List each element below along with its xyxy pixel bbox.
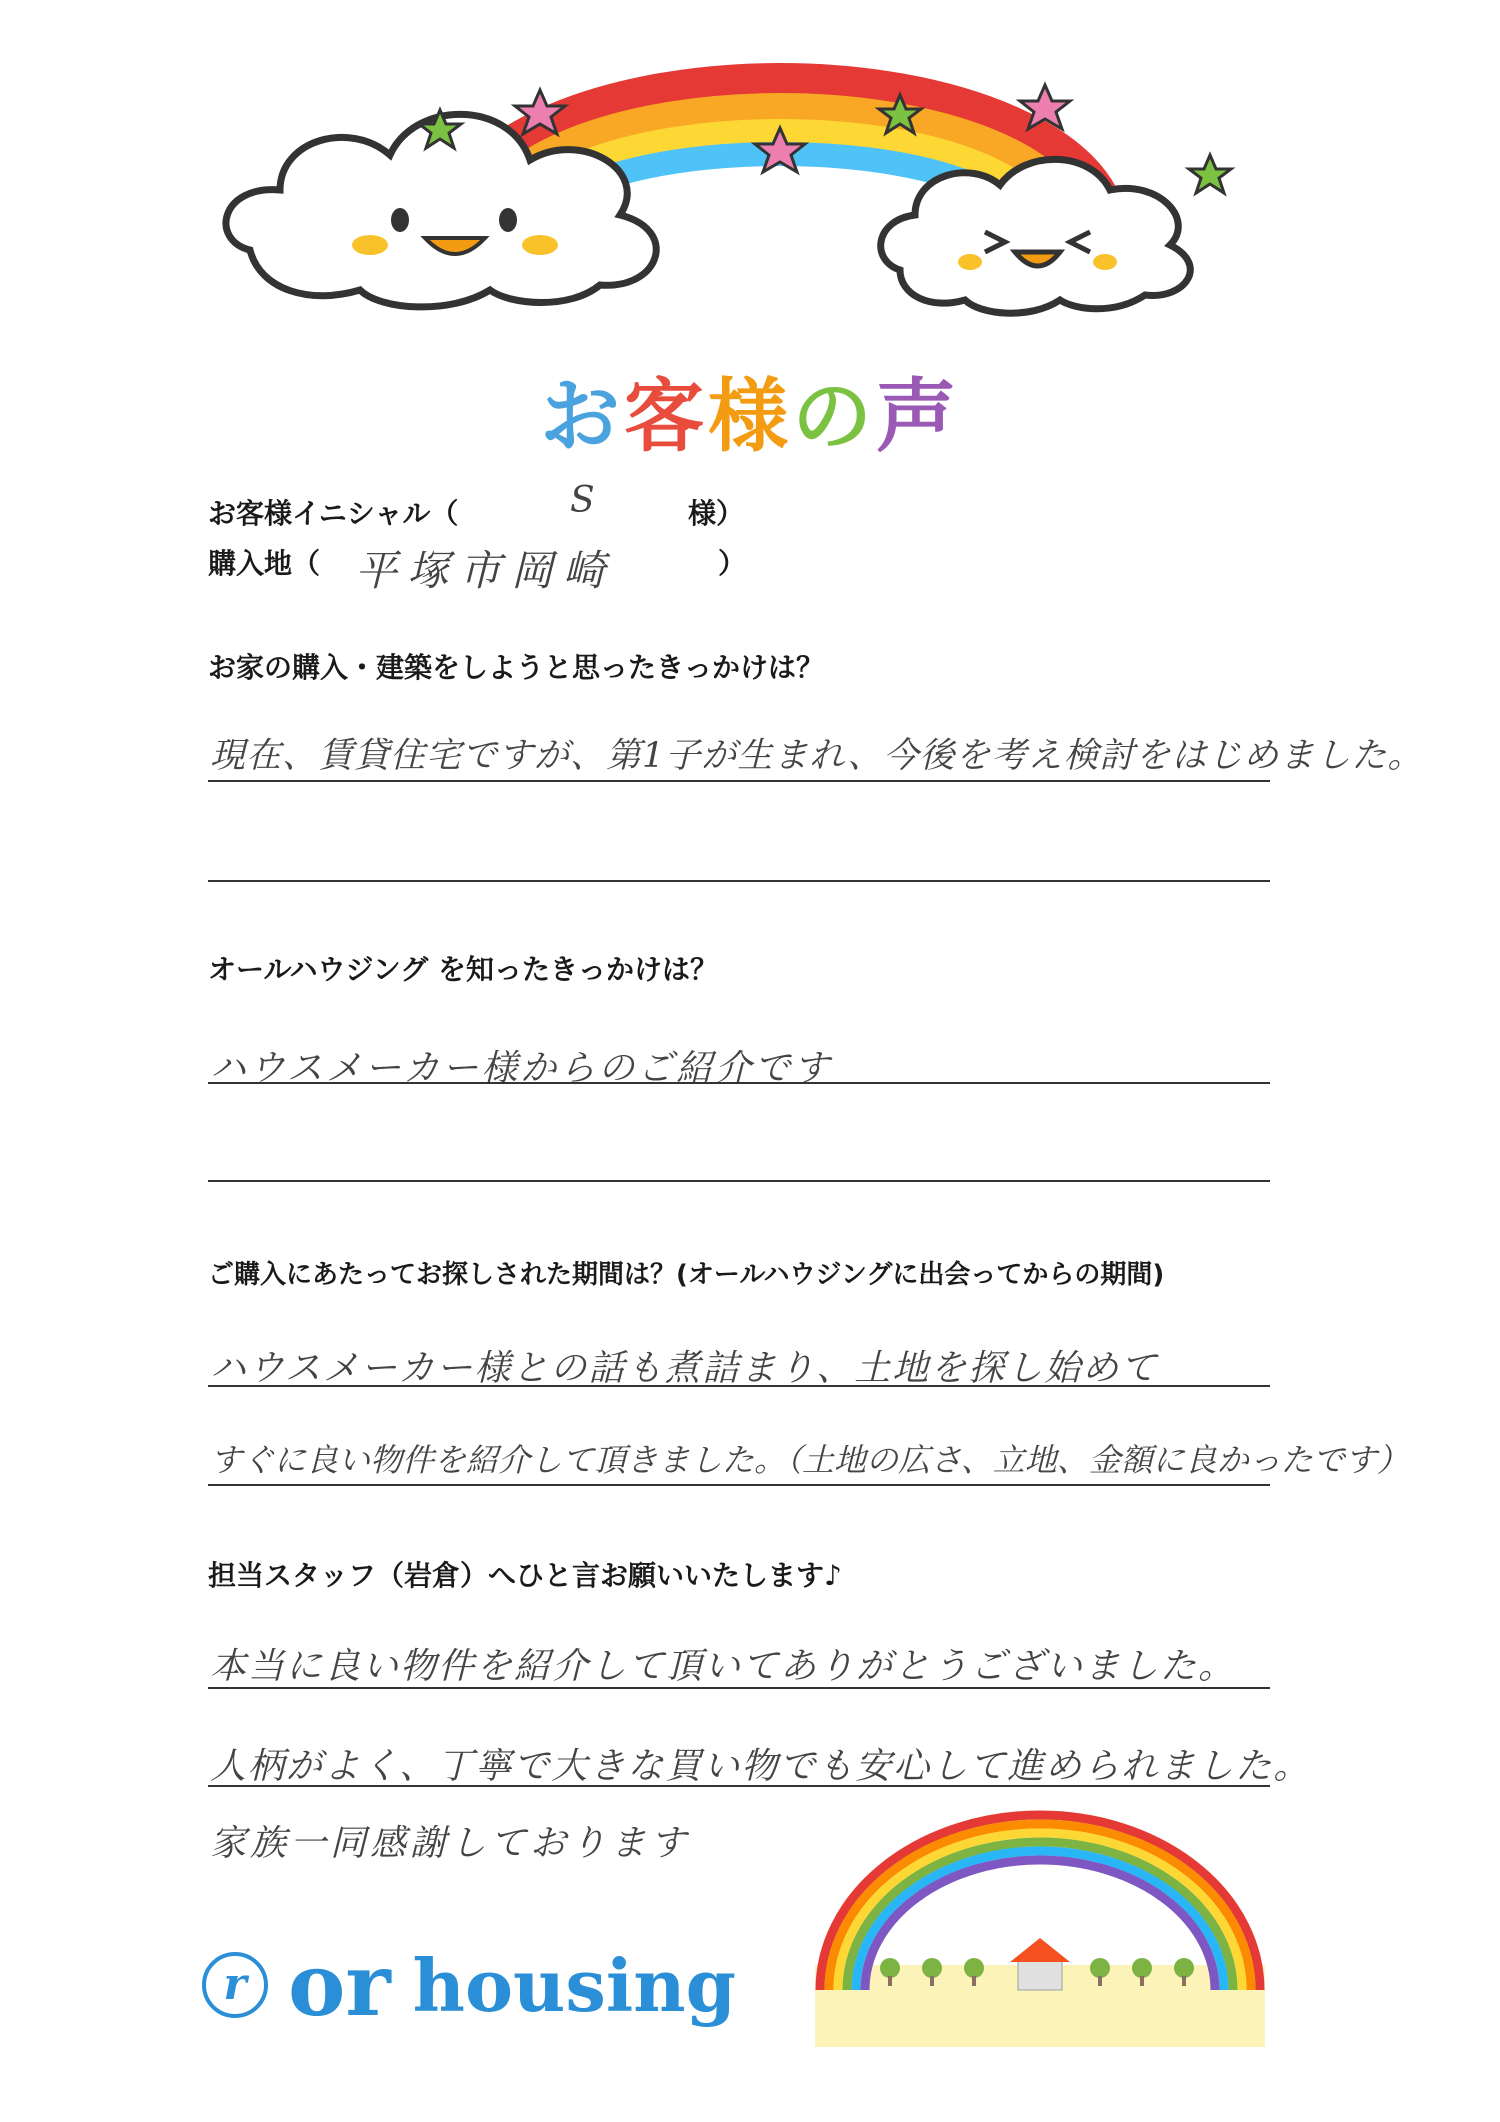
star-icon — [1189, 155, 1231, 193]
logo-mark-icon — [200, 1950, 270, 2020]
answer-rule — [208, 1082, 1270, 1084]
answer-rule — [208, 1785, 1270, 1787]
logo-mark-letter: r — [223, 1959, 247, 2010]
logo-suffix: housing — [412, 1942, 736, 2028]
answer-4-line-2: 人柄がよく、丁寧で大きな買い物でも安心して進められました。 — [210, 1746, 1312, 1787]
title-char: 客 — [624, 370, 708, 463]
answer-1-line-1: 現在、賃貸住宅ですが、第1子が生まれ、今後を考え検討をはじめました。 — [210, 736, 1424, 776]
location-label: 購入地（ — [208, 547, 321, 580]
initial-label: お客様イニシャル（ — [208, 497, 459, 530]
location-value: 平塚市岡崎 — [355, 546, 616, 595]
logo-brand: or — [288, 1934, 391, 2036]
answer-4-line-1: 本当に良い物件を紹介して頂いてありがとうございました。 — [210, 1646, 1237, 1687]
title-char: 声 — [876, 370, 960, 463]
answer-rule — [208, 880, 1270, 882]
right-cloud — [881, 159, 1191, 313]
answer-rule — [208, 780, 1270, 782]
answer-rule — [208, 1687, 1270, 1689]
answer-3-line-1: ハウスメーカー様との話も煮詰まり、土地を探し始めて — [210, 1348, 1159, 1389]
answer-3-line-2: すぐに良い物件を紹介して頂きました。（土地の広さ、立地、金額に良かったです） — [210, 1441, 1409, 1479]
title-char: 様 — [708, 370, 792, 463]
answer-rule — [208, 1385, 1270, 1387]
answer-4-line-3: 家族一同感謝しております — [210, 1823, 691, 1864]
rainbow-house-illustration — [810, 1800, 1270, 2050]
title-char: の — [792, 370, 876, 463]
title-char: お — [540, 370, 624, 463]
question-4: 担当スタッフ（岩倉）へひと言お願いいたします♪ — [208, 1559, 842, 1592]
initial-value: S — [570, 480, 598, 521]
rainbow-clouds-illustration — [210, 40, 1300, 340]
answer-rule — [208, 1180, 1270, 1182]
initial-suffix: 様） — [688, 497, 745, 530]
question-2: オールハウジング を知ったきっかけは？ — [208, 953, 718, 986]
location-suffix: ） — [718, 547, 747, 580]
question-3: ご購入にあたってお探しされた期間は？(オールハウジングに出会ってからの期間) — [208, 1260, 1165, 1290]
company-logo — [200, 1935, 736, 2035]
answer-rule — [208, 1484, 1270, 1486]
house-icon — [1010, 1938, 1070, 1990]
answer-2-line-1: ハウスメーカー様からのご紹介です — [210, 1048, 833, 1089]
page-title — [0, 352, 1500, 467]
question-1: お家の購入・建築をしようと思ったきっかけは？ — [208, 651, 825, 684]
